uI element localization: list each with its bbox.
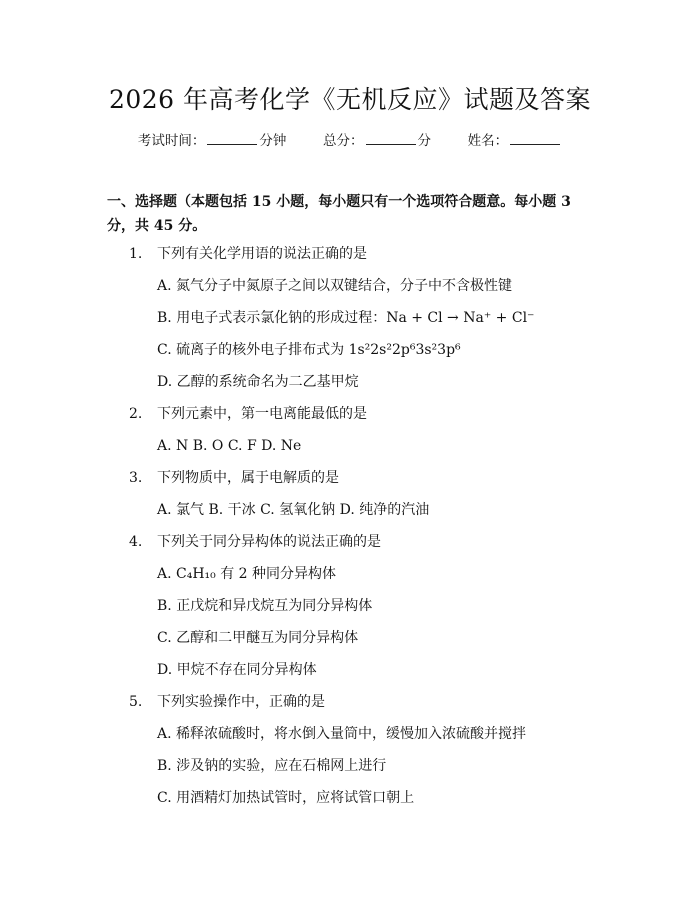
question-number: 1. — [129, 246, 143, 262]
exam-meta-line — [0, 132, 700, 150]
question-text: 下列有关化学用语的说法正确的是 — [157, 246, 367, 262]
question-number: 5. — [129, 694, 143, 710]
question-1-option-b: B. 用电子式表示氯化钠的形成过程：Na + Cl → Na⁺ + Cl⁻ — [157, 310, 535, 326]
question-5-option-a: A. 稀释浓硫酸时，将水倒入量筒中，缓慢加入浓硫酸并搅拌 — [157, 726, 527, 742]
question-2 — [107, 405, 367, 423]
time-label: 考试时间： — [137, 133, 206, 149]
question-4-option-a: A. C₄H₁₀ 有 2 种同分异构体 — [157, 566, 337, 582]
question-4-option-b: B. 正戊烷和异戊烷互为同分异构体 — [157, 598, 373, 614]
name-blank — [510, 132, 560, 145]
question-text: 下列物质中，属于电解质的是 — [157, 470, 339, 486]
question-3-options: A. 氯气 B. 干冰 C. 氢氧化钠 D. 纯净的汽油 — [157, 502, 430, 518]
question-5-option-c: C. 用酒精灯加热试管时，应将试管口朝上 — [157, 790, 415, 806]
time-unit: 分钟 — [259, 133, 287, 149]
question-text: 下列关于同分异构体的说法正确的是 — [157, 534, 381, 550]
question-4-option-c: C. 乙醇和二甲醚互为同分异构体 — [157, 630, 359, 646]
question-text: 下列实验操作中，正确的是 — [157, 694, 325, 710]
question-number: 2. — [129, 406, 143, 422]
section-heading: 一、选择题（本题包括 15 小题，每小题只有一个选项符合题意。每小题 3 分，共 45 分。 — [107, 194, 571, 234]
page-title: 2026 年高考化学《无机反应》试题及答案 — [108, 85, 592, 114]
time-blank — [207, 132, 257, 145]
score-label: 总分： — [323, 133, 364, 149]
question-1-option-a: A. 氮气分子中氮原子之间以双键结合，分子中不含极性键 — [157, 278, 513, 294]
question-2-options: A. N B. O C. F D. Ne — [157, 438, 302, 454]
question-4 — [107, 533, 381, 551]
score-blank — [366, 132, 416, 145]
question-text: 下列元素中，第一电离能最低的是 — [157, 406, 367, 422]
name-label: 姓名： — [467, 133, 509, 149]
question-3 — [107, 469, 339, 487]
question-1-option-d: D. 乙醇的系统命名为二乙基甲烷 — [157, 374, 359, 390]
question-1-option-c: C. 硫离子的核外电子排布式为 1s²2s²2p⁶3s²3p⁶ — [157, 342, 461, 358]
question-number: 4. — [129, 534, 143, 550]
question-5-option-b: B. 涉及钠的实验，应在石棉网上进行 — [157, 758, 387, 774]
score-unit: 分 — [417, 133, 431, 149]
question-4-option-d: D. 甲烷不存在同分异构体 — [157, 662, 317, 678]
question-number: 3. — [129, 470, 143, 486]
question-1 — [107, 245, 367, 263]
question-5 — [107, 693, 325, 711]
